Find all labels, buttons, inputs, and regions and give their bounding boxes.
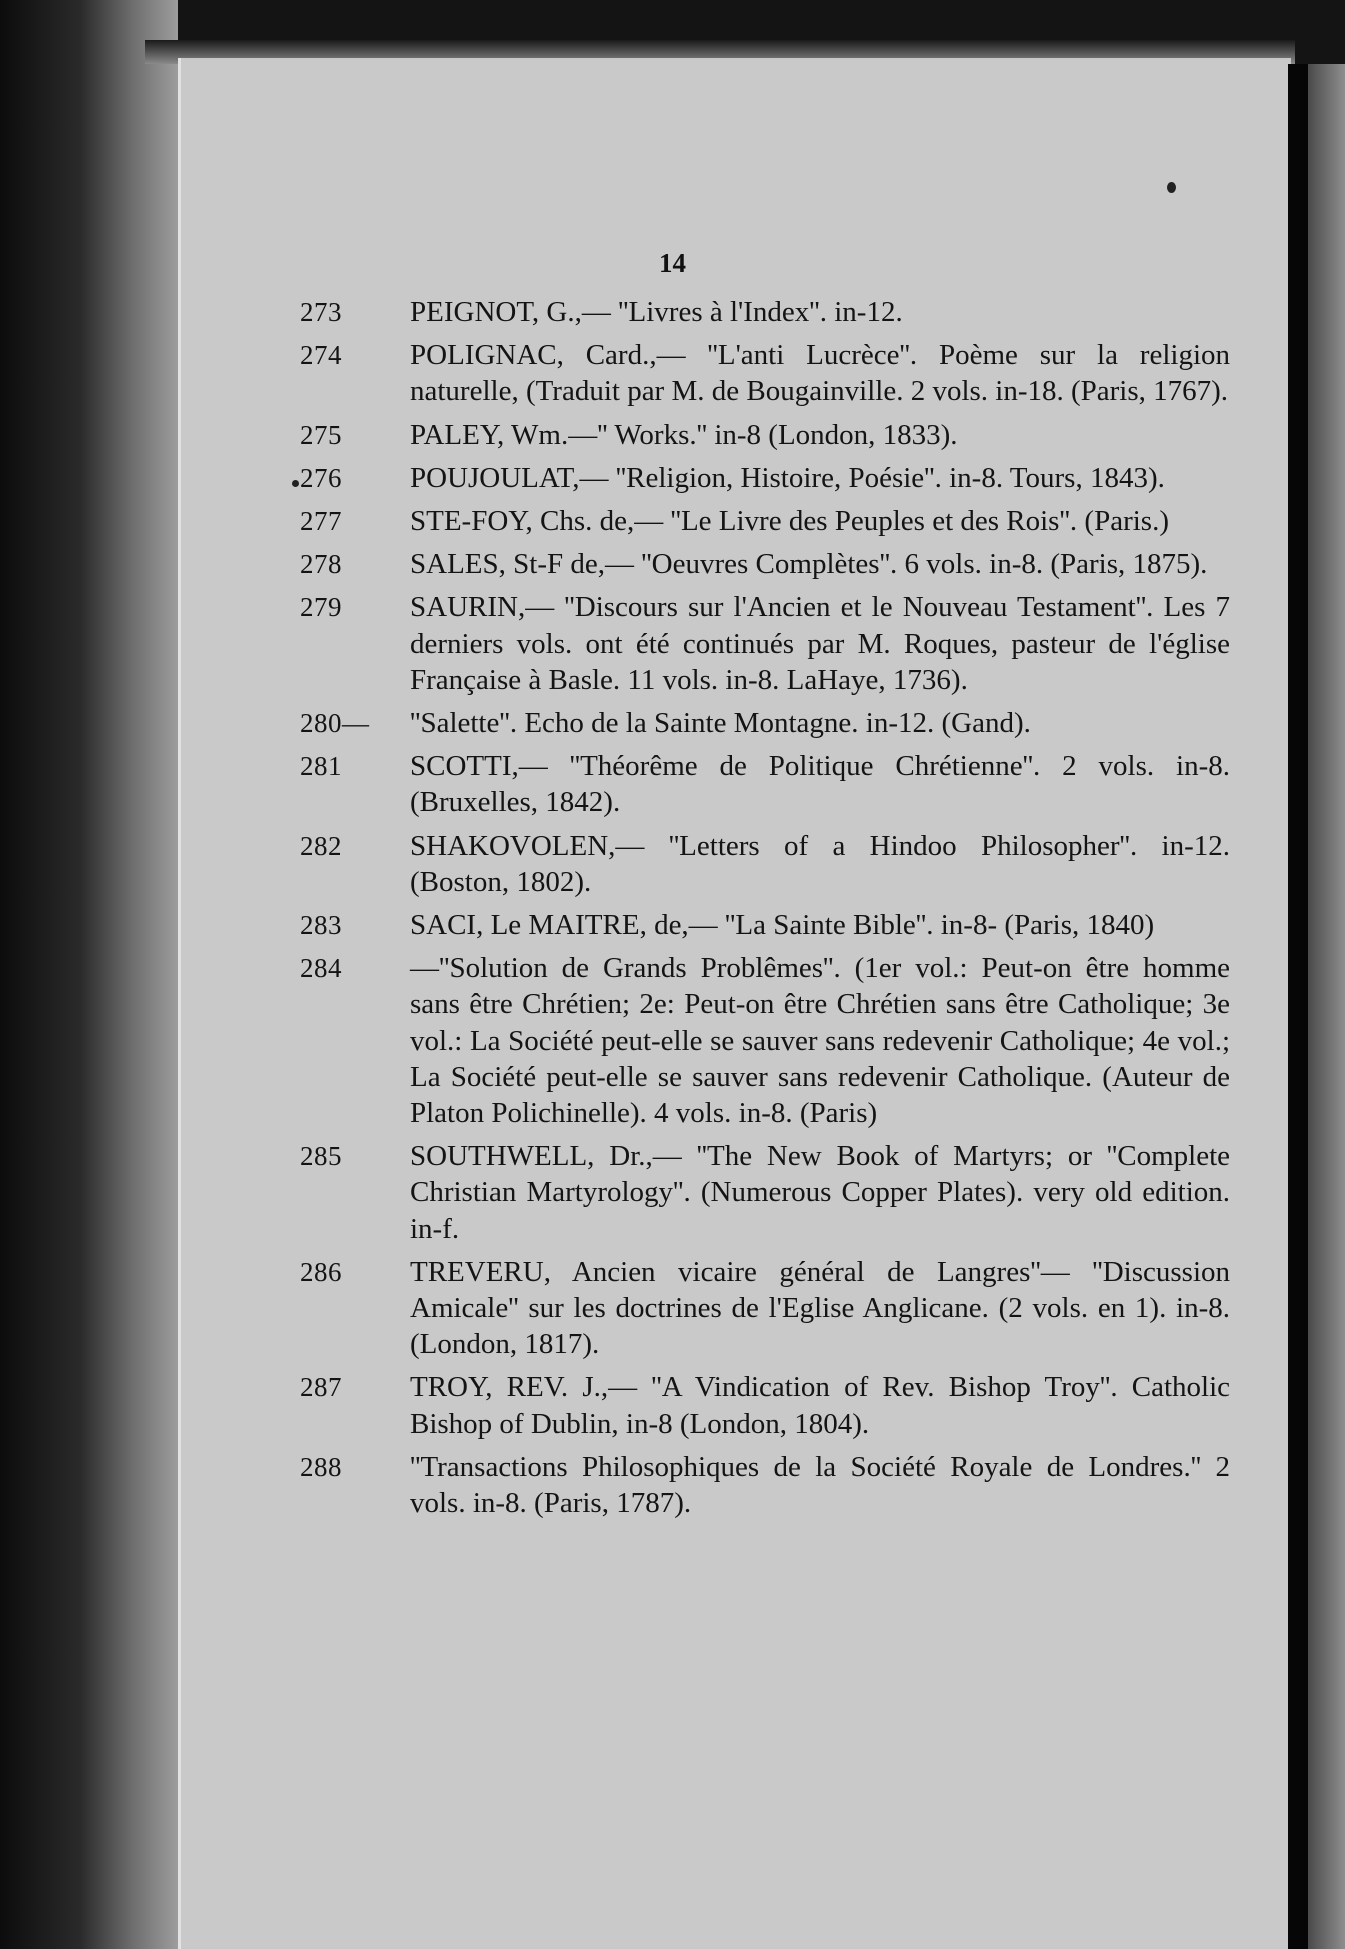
- catalogue-entry: [300, 503, 1230, 539]
- entry-number: 283: [300, 910, 342, 941]
- speck-mark: [1167, 182, 1176, 193]
- entry-text: SALES, St-F de,— ''Oeuvres Complètes''. 6 vols. in-8. (Paris, 1875).: [410, 548, 1208, 581]
- entry-text: SCOTTI,— ''Théorême de Politique Chrétienne''. 2 vols. in-8. (Bruxelles, 1842).: [410, 750, 1230, 819]
- entry-number: 275: [300, 419, 342, 450]
- entry-text: SACI, Le MAITRE, de,— ''La Sainte Bible''. in-8- (Paris, 1840): [410, 909, 1155, 942]
- catalogue-entry: [300, 1138, 1230, 1247]
- entry-text: SAURIN,— ''Discours sur l'Ancien et le Nouveau Testament''. Les 7 derniers vols. ont été continués par M. Roques, pasteur de l'église Française à Basle. 11 vols. in-8. LaHaye, 1736).: [410, 591, 1230, 696]
- entry-number: 288: [300, 1451, 342, 1482]
- entry-text: TREVERU, Ancien vicaire général de Langres''— ''Discussion Amicale'' sur les doctrines de l'Eglise Anglicane. (2 vols. en 1). in-8. (London, 1817).: [410, 1255, 1230, 1361]
- entry-number: 281: [300, 751, 342, 782]
- catalogue-entry: [300, 1449, 1230, 1521]
- catalogue-entry: [300, 337, 1230, 409]
- entry-number: 280—: [300, 708, 370, 739]
- page-number: 14: [659, 248, 686, 278]
- entry-number: 286: [300, 1256, 342, 1287]
- entry-number: 278: [300, 549, 342, 580]
- entry-text: SHAKOVOLEN,— ''Letters of a Hindoo Philosopher''. in-12. (Boston, 1802).: [410, 829, 1230, 898]
- catalogue-entry: [300, 589, 1230, 698]
- next-page-edge: [1308, 64, 1345, 1949]
- catalogue-entries: [300, 294, 1230, 1528]
- catalogue-entry: [300, 417, 1230, 453]
- entry-text: ''Salette''. Echo de la Sainte Montagne. in-12. (Gand).: [410, 707, 1031, 740]
- book-spine-shadow: [0, 0, 178, 1949]
- catalogue-entry: [300, 294, 1230, 330]
- entry-text: —''Solution de Grands Problêmes''. (1er vol.: Peut-on être homme sans être Chrétien; 2e: Peut-on être Chrétien sans être Catholique; 3e vol.: La Société peut-elle se sauver sans redevenir Catholique; 4e vol.; La Société peut-elle se sauver sans redevenir Catholique. (Auteur de Platon Polichinelle). 4 vols. in-8. (Paris): [410, 952, 1230, 1130]
- entry-number: 274: [300, 340, 342, 371]
- catalogue-entry: [300, 1254, 1230, 1363]
- speck-mark: [292, 480, 299, 487]
- entry-text: ''Transactions Philosophiques de la Société Royale de Londres.'' 2 vols. in-8. (Paris, 1787).: [410, 1450, 1230, 1520]
- entry-text: SOUTHWELL, Dr.,— ''The New Book of Martyrs; or ''Complete Christian Martyrology''. (Numerous Copper Plates). very old edition. in-f.: [410, 1140, 1230, 1245]
- catalogue-entry: [300, 546, 1230, 582]
- entry-number: 285: [300, 1141, 342, 1172]
- catalogue-entry: [300, 828, 1230, 900]
- catalogue-entry: [300, 1369, 1230, 1441]
- entry-number: 282: [300, 830, 342, 861]
- entry-text: PEIGNOT, G.,— ''Livres à l'Index''. in-12.: [410, 296, 903, 328]
- entry-text: PALEY, Wm.—'' Works.'' in-8 (London, 1833).: [410, 418, 958, 451]
- entry-number: 273: [300, 297, 342, 327]
- entry-text: POLIGNAC, Card.,— ''L'anti Lucrèce''. Poème sur la religion naturelle, (Traduit par M. de Bougainville. 2 vols. in-18. (Paris, 1767).: [410, 339, 1230, 408]
- entry-number: 277: [300, 506, 342, 537]
- entry-number: 276: [300, 462, 342, 493]
- entry-number: 279: [300, 592, 342, 623]
- catalogue-entry: [300, 748, 1230, 820]
- entry-number: 284: [300, 953, 342, 984]
- catalogue-entry: [300, 705, 1230, 741]
- catalogue-entry: [300, 950, 1230, 1131]
- entry-text: POUJOULAT,— ''Religion, Histoire, Poésie''. in-8. Tours, 1843).: [410, 461, 1165, 494]
- catalogue-entry: [300, 460, 1230, 496]
- entry-number: 287: [300, 1372, 342, 1403]
- page-gutter: [1288, 64, 1308, 1949]
- entry-text: STE-FOY, Chs. de,— ''Le Livre des Peuples et des Rois''. (Paris.): [410, 505, 1169, 538]
- entry-text: TROY, REV. J.,— ''A Vindication of Rev. Bishop Troy''. Catholic Bishop of Dublin, in-8 (London, 1804).: [410, 1371, 1230, 1440]
- catalogue-entry: [300, 907, 1230, 943]
